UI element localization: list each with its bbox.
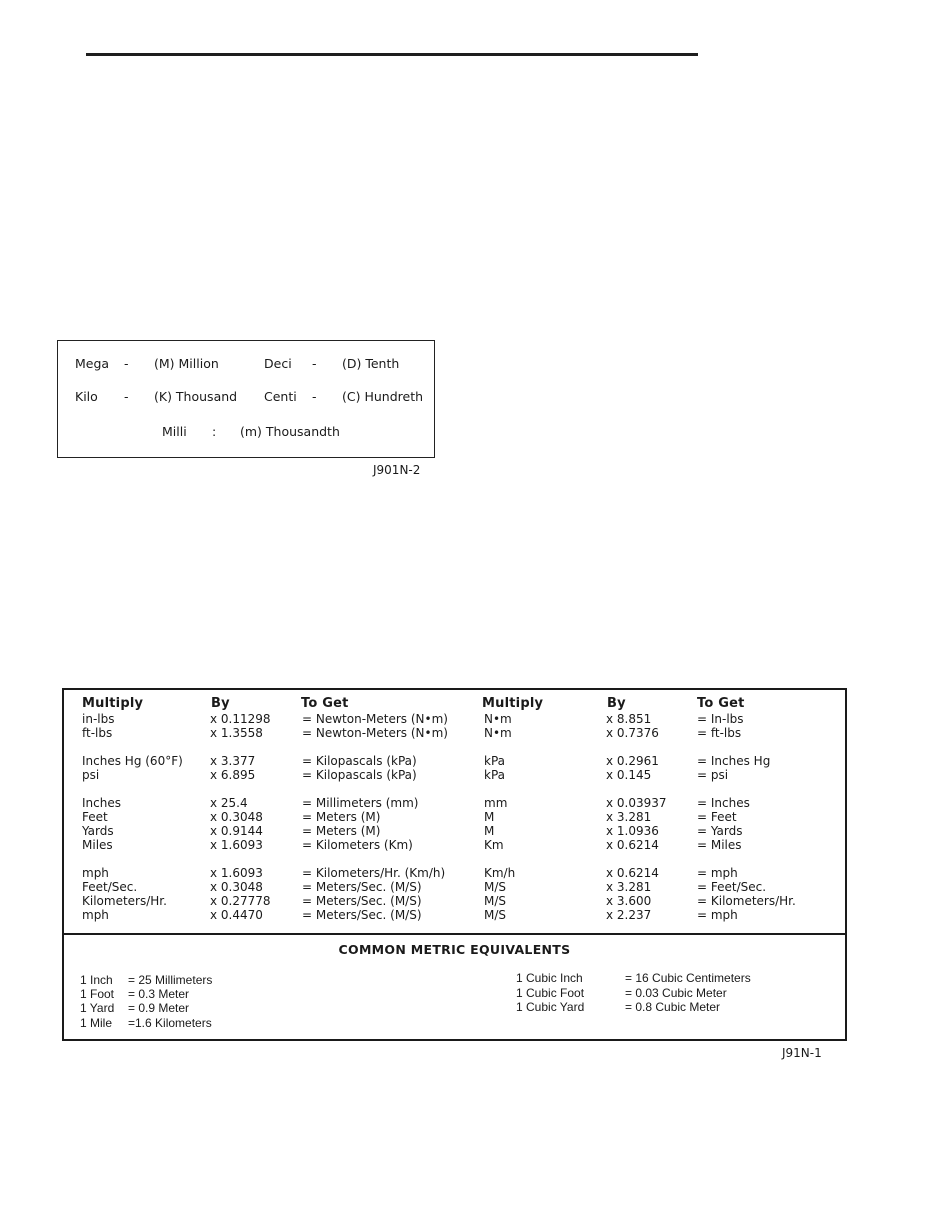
cell-to-get: = mph [697,866,738,880]
prefix-meaning: (C) Hundreth [342,389,424,404]
cell-to-get: = Feet [697,810,737,824]
cell-to-get: = Inches Hg [697,754,771,768]
cell-to-get: = ft-lbs [697,726,742,740]
cell-to-get: = Kilometers (Km) [302,838,413,852]
header-multiply: Multiply [482,696,544,711]
header-to-get: To Get [301,696,349,711]
equiv-unit: 1 Yard [80,1001,115,1015]
cell-by: x 3.600 [606,894,652,908]
cell-multiply: psi [82,768,100,782]
cell-to-get: = Meters (M) [302,810,381,824]
cell-by: x 0.6214 [606,838,659,852]
prefix-centi: Centi [264,389,297,404]
equiv-unit: 1 Cubic Inch [516,971,583,985]
cell-to-get: = In-lbs [697,712,744,726]
cell-multiply: kPa [484,768,505,782]
metric-prefix-box [57,340,435,458]
prefix-separator: : [212,424,217,439]
cell-by: x 2.237 [606,908,652,922]
cell-to-get: = Kilometers/Hr. [697,894,796,908]
prefix-separator: - [124,356,129,371]
cell-by: x 1.6093 [210,866,263,880]
cell-to-get: = Kilopascals (kPa) [302,768,417,782]
cell-multiply: M/S [484,880,507,894]
equiv-unit: 1 Foot [80,987,115,1001]
top-rule [86,53,698,56]
cell-by: x 25.4 [210,796,248,810]
cell-by: x 0.6214 [606,866,659,880]
cell-multiply: mph [82,866,109,880]
cell-by: x 6.895 [210,768,256,782]
cell-multiply: Km/h [484,866,516,880]
cell-to-get: = Feet/Sec. [697,880,767,894]
cell-multiply: Km [484,838,504,852]
equiv-value: =1.6 Kilometers [128,1016,212,1030]
cell-by: x 0.11298 [210,712,271,726]
header-multiply: Multiply [82,696,144,711]
cell-multiply: M [484,824,495,838]
equiv-value: = 16 Cubic Centimeters [625,971,751,985]
cell-multiply: Inches [82,796,121,810]
cell-by: x 0.7376 [606,726,659,740]
equiv-value: = 0.9 Meter [128,1001,190,1015]
cell-multiply: Feet [82,810,108,824]
cell-multiply: M/S [484,908,507,922]
section-divider [64,933,845,935]
cell-to-get: = Meters (M) [302,824,381,838]
equiv-value: = 25 Millimeters [128,973,213,987]
prefix-meaning: (m) Thousandth [240,424,340,439]
prefix-meaning: (D) Tenth [342,356,400,371]
cell-by: x 0.9144 [210,824,263,838]
cell-multiply: N•m [484,726,512,740]
cell-multiply: mph [82,908,109,922]
cell-by: x 1.3558 [210,726,263,740]
cell-to-get: = Newton-Meters (N•m) [302,712,448,726]
cell-by: x 0.3048 [210,810,263,824]
equiv-unit: 1 Cubic Yard [516,1000,585,1014]
cell-to-get: = Newton-Meters (N•m) [302,726,448,740]
figure-label: J901N-2 [373,463,421,477]
prefix-deci: Deci [264,356,292,371]
cell-multiply: Yards [82,824,114,838]
cell-by: x 0.27778 [210,894,271,908]
conversion-table [62,688,847,1041]
cell-multiply: Feet/Sec. [82,880,138,894]
header-by: By [211,696,230,711]
cell-by: x 3.377 [210,754,256,768]
cell-by: x 1.0936 [606,824,659,838]
equiv-unit: 1 Inch [80,973,113,987]
cell-multiply: M/S [484,894,507,908]
cell-multiply: N•m [484,712,512,726]
header-by: By [607,696,626,711]
prefix-mega: Mega [75,356,110,371]
cell-by: x 0.03937 [606,796,667,810]
cell-by: x 8.851 [606,712,652,726]
equiv-value: = 0.3 Meter [128,987,190,1001]
cell-by: x 3.281 [606,880,652,894]
cell-to-get: = Kilometers/Hr. (Km/h) [302,866,446,880]
cell-to-get: = Inches [697,796,750,810]
equiv-unit: 1 Cubic Foot [516,986,585,1000]
prefix-meaning: (K) Thousand [154,389,238,404]
cell-to-get: = Miles [697,838,742,852]
cell-by: x 0.4470 [210,908,263,922]
header-to-get: To Get [697,696,745,711]
figure-label: J91N-1 [782,1046,822,1060]
prefix-meaning: (M) Million [154,356,219,371]
prefix-separator: - [124,389,129,404]
cell-multiply: Miles [82,838,113,852]
cell-to-get: = Meters/Sec. (M/S) [302,908,422,922]
cell-to-get: = psi [697,768,729,782]
cell-by: x 3.281 [606,810,652,824]
cell-multiply: in-lbs [82,712,115,726]
cell-by: x 0.2961 [606,754,659,768]
prefix-separator: - [312,356,317,371]
cell-multiply: ft-lbs [82,726,113,740]
cell-to-get: = Kilopascals (kPa) [302,754,417,768]
prefix-kilo: Kilo [75,389,98,404]
cell-multiply: kPa [484,754,505,768]
cell-multiply: Inches Hg (60°F) [82,754,183,768]
cell-by: x 0.3048 [210,880,263,894]
equivalents-title: COMMON METRIC EQUIVALENTS [338,942,571,957]
prefix-separator: - [312,389,317,404]
cell-to-get: = Millimeters (mm) [302,796,419,810]
cell-to-get: = Meters/Sec. (M/S) [302,894,422,908]
cell-multiply: M [484,810,495,824]
equiv-value: = 0.8 Cubic Meter [625,1000,721,1014]
equiv-value: = 0.03 Cubic Meter [625,986,727,1000]
cell-multiply: Kilometers/Hr. [82,894,167,908]
cell-to-get: = Meters/Sec. (M/S) [302,880,422,894]
cell-by: x 1.6093 [210,838,263,852]
cell-multiply: mm [484,796,508,810]
cell-to-get: = Yards [697,824,743,838]
cell-to-get: = mph [697,908,738,922]
prefix-milli: Milli [162,424,187,439]
cell-by: x 0.145 [606,768,652,782]
equiv-unit: 1 Mile [80,1016,113,1030]
